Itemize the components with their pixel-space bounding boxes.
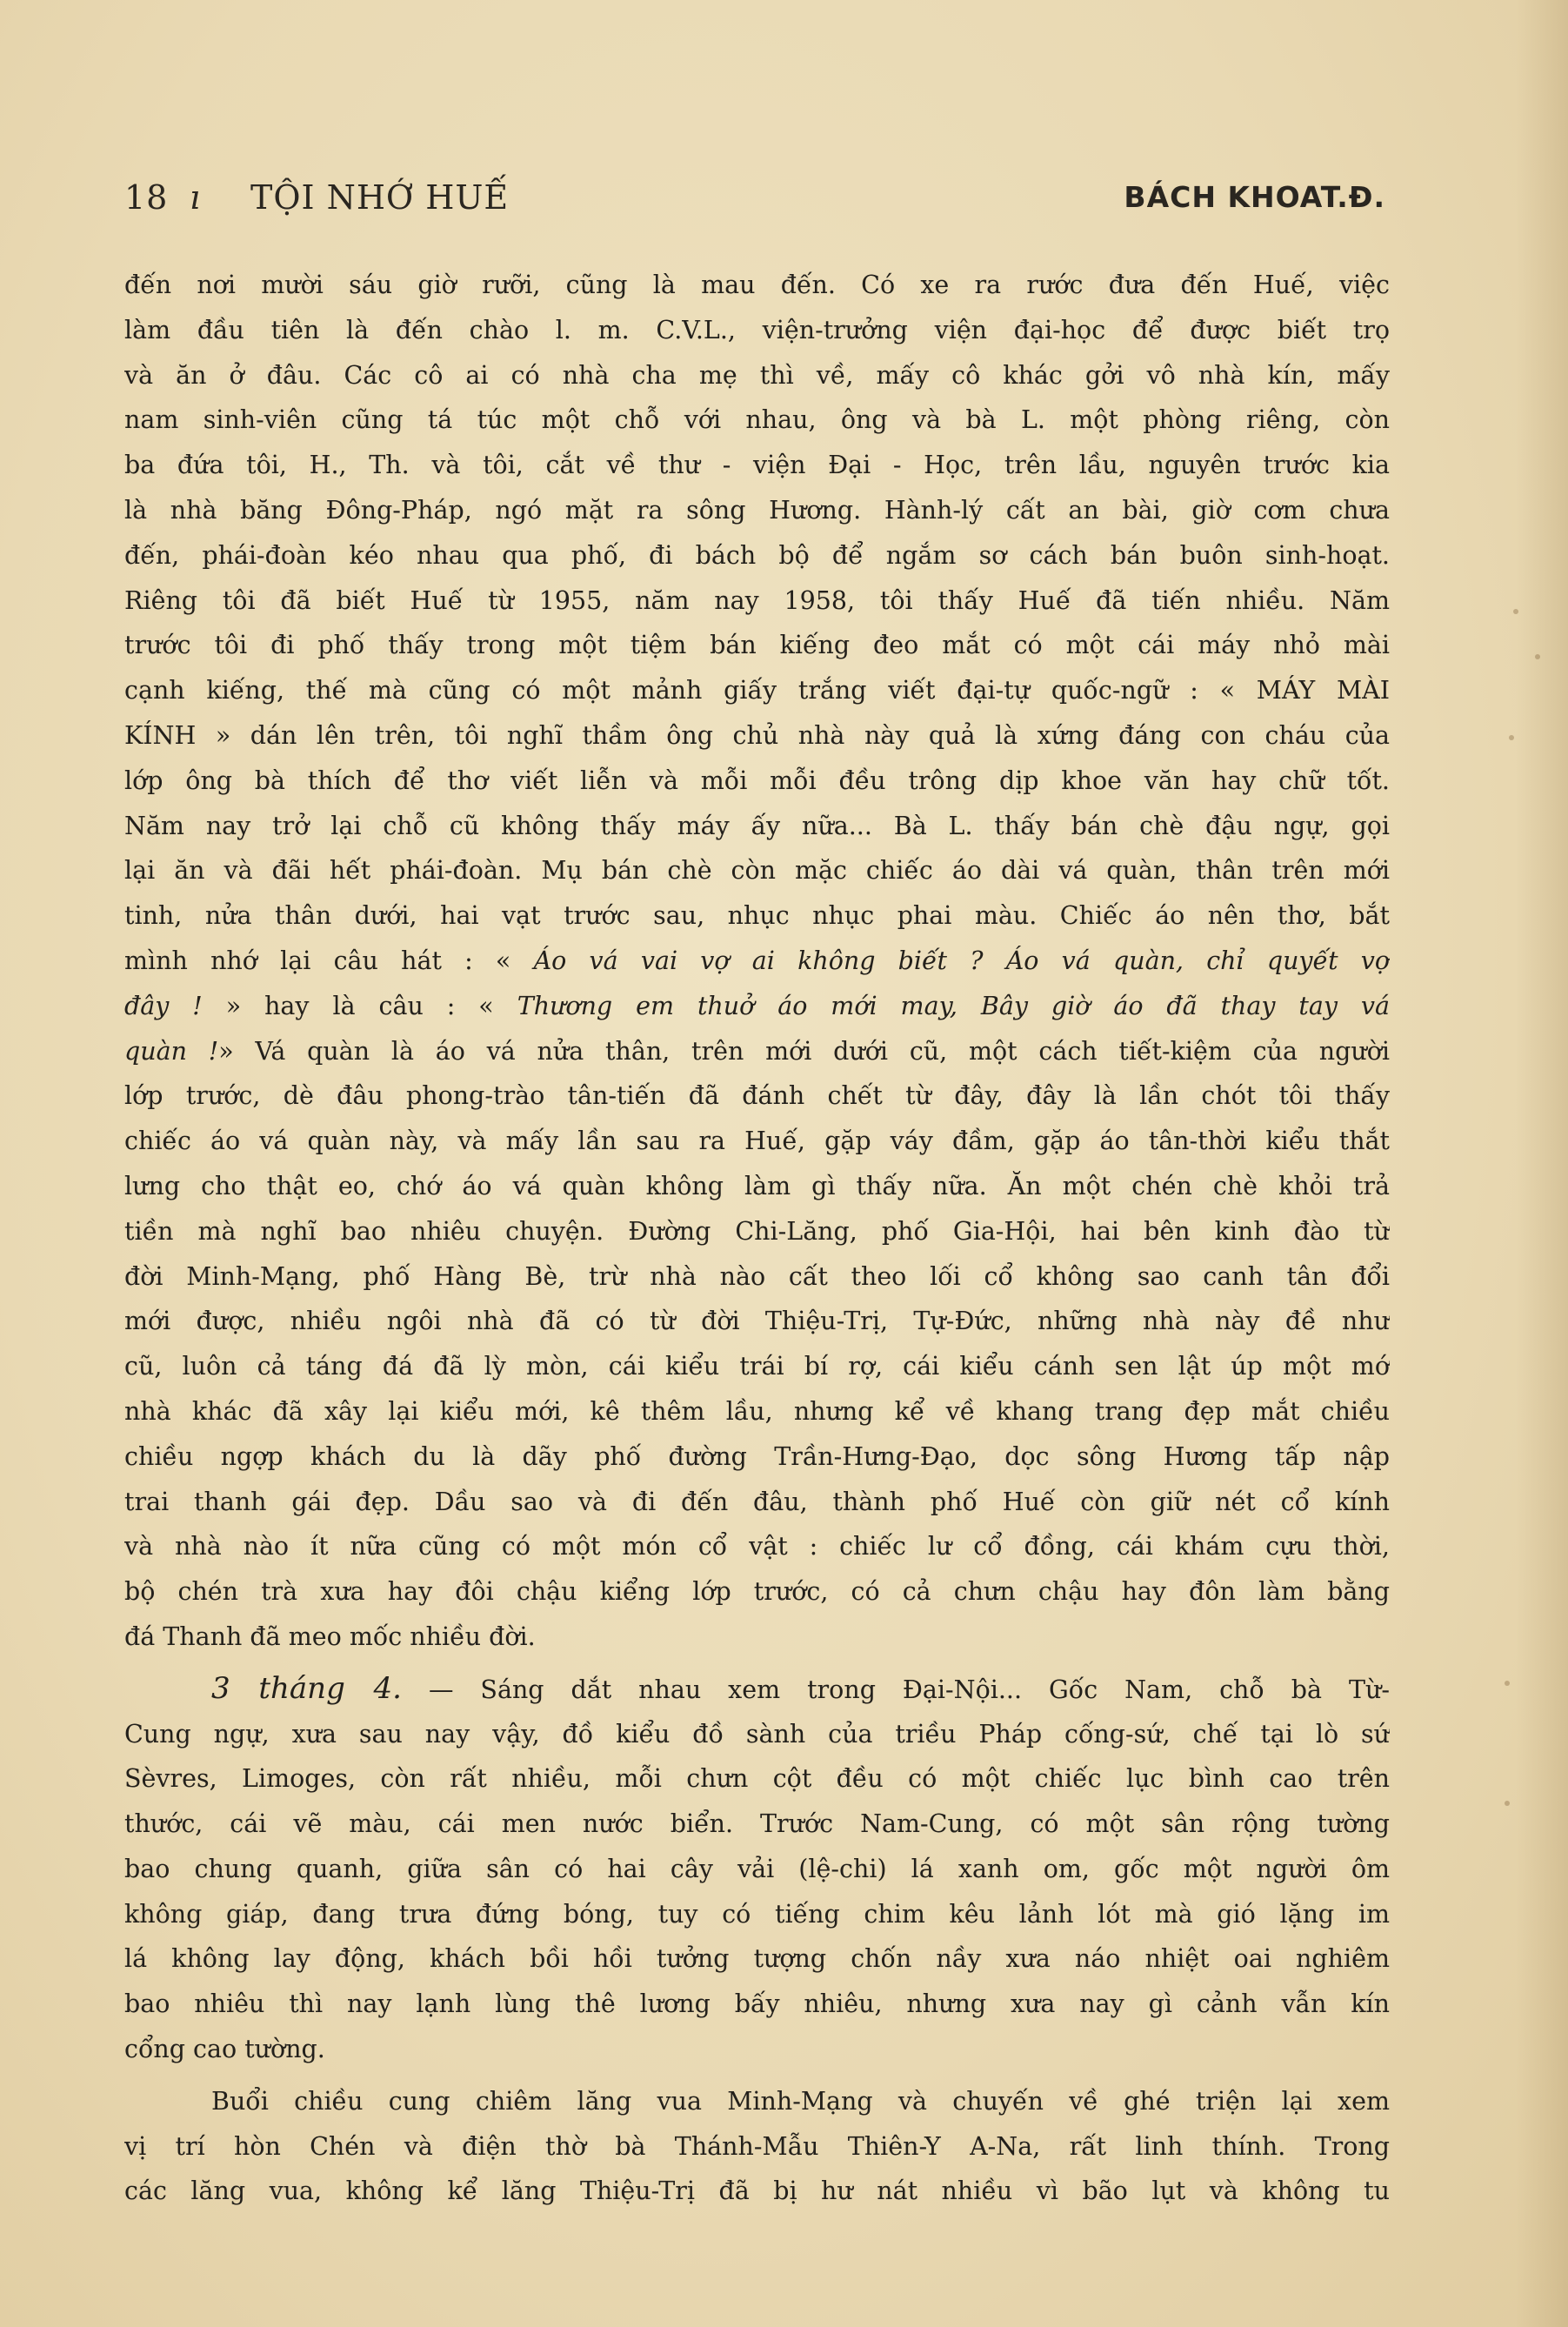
- journal-name: BÁCH KHOAT.Đ.: [1124, 180, 1385, 214]
- text-line: là nhà băng Đông-Pháp, ngó mặt ra sông Hương. Hành-lý cất an bài, giờ cơm chưa: [124, 495, 1390, 525]
- verse-quote: Áo vá vai vợ ai không biết ? Áo vá quàn, chỉ quyết vợ: [533, 946, 1390, 975]
- text-line: đến nơi mười sáu giờ rưỡi, cũng là mau đến. Có xe ra rước đưa đến Huế, việc: [124, 271, 1390, 299]
- text-line: cũ, luôn cả táng đá đã lỳ mòn, cái kiểu trái bí rợ, cái kiểu cánh sen lật úp một mớ: [124, 1352, 1390, 1381]
- text-line: KÍNH » dán lên trên, tôi nghĩ thầm ông chủ nhà này quả là xứng đáng con cháu của: [124, 720, 1390, 750]
- text-line: cạnh kiếng, thế mà cũng có một mảnh giấy trắng viết đại-tự quốc-ngữ : « MÁY MÀI: [124, 676, 1390, 705]
- text-line: vị trí hòn Chén và điện thờ bà Thánh-Mẫu Thiên-Y A-Na, rất linh thính. Trong: [124, 2131, 1390, 2161]
- text-line: tinh, nửa thân dưới, hai vạt trước sau, nhục nhục phai màu. Chiếc áo nên thơ, bắt: [124, 901, 1390, 931]
- verse-continuation: » Vá quàn là áo vá nửa thân, trên mới dưới cũ, một cách tiết-kiệm của người: [218, 1036, 1390, 1066]
- text-line: nam sinh-viên cũng tá túc một chỗ với nhau, ông và bà L. một phòng riêng, còn: [124, 405, 1390, 435]
- text-line: chiếc áo vá quàn này, và mấy lần sau ra Huế, gặp váy đầm, gặp áo tân-thời kiểu thắt: [124, 1127, 1390, 1156]
- text-line: mới được, nhiều ngôi nhà đã có từ đời Thiệu-Trị, Tự-Đức, những nhà này đề như: [124, 1307, 1390, 1336]
- text-line: bộ chén trà xưa hay đôi chậu kiểng lớp trước, có cả chưn chậu hay đôn làm bằng: [124, 1577, 1390, 1607]
- text-line: ba đứa tôi, H., Th. và tôi, cắt về thư - viện Đại - Học, trên lầu, nguyên trước kia: [124, 451, 1390, 480]
- text-line: cổng cao tường.: [124, 2035, 325, 2064]
- date-label: 3 tháng 4.: [211, 1670, 402, 1706]
- paper-speck: [1505, 1801, 1510, 1806]
- dated-line: [124, 1667, 1390, 1712]
- text-line: lưng cho thật eo, chớ áo vá quàn không làm gì thấy nữa. Ăn một chén chè khỏi trả: [124, 1171, 1390, 1200]
- verse-line: [124, 939, 1390, 984]
- paper-speck: [1513, 609, 1518, 614]
- text-line: lớp ông bà thích để thơ viết liễn và mỗi mỗi đều trông dịp khoe văn hay chữ tốt.: [124, 766, 1390, 795]
- text-line: chiều ngợp khách du là dãy phố đường Trần-Hưng-Đạo, dọc sông Hương tấp nập: [124, 1441, 1390, 1471]
- text-line: Cung ngự, xưa sau nay vậy, đồ kiểu đồ sành của triều Pháp cống-sứ, chế tại lò sứ: [124, 1719, 1390, 1749]
- text-line: Riêng tôi đã biết Huế từ 1955, năm nay 1958, tôi thấy Huế đã tiến nhiều. Năm: [124, 585, 1390, 615]
- text-line: đá Thanh đã meo mốc nhiều đời.: [124, 1622, 536, 1651]
- verse-intro: mình nhớ lại câu hát : «: [124, 946, 511, 975]
- paragraph-3: [124, 2079, 1390, 2214]
- verse-quote: Thương em thuở áo mới may, Bây giờ áo đã thay tay vá: [517, 991, 1390, 1020]
- verse-line: [124, 984, 1390, 1029]
- running-title: TỘI NHỚ HUẾ: [250, 178, 510, 217]
- text-line: Sèvres, Limoges, còn rất nhiều, mỗi chưn cột đều có một chiếc lục bình cao trên: [124, 1764, 1390, 1794]
- text-line: và nhà nào ít nữa cũng có một món cổ vật : chiếc lư cổ đồng, cái khám cựu thời,: [124, 1532, 1390, 1561]
- text-line: đời Minh-Mạng, phố Hàng Bè, trừ nhà nào cất theo lối cổ không sao canh tân đổi: [124, 1261, 1390, 1291]
- paper-speck: [1505, 1681, 1510, 1686]
- verse-quote: đây !: [124, 991, 203, 1020]
- text-line: trước tôi đi phố thấy trong một tiệm bán kiếng đeo mắt có một cái máy nhỏ mài: [124, 631, 1390, 660]
- article-body: [124, 263, 1390, 2214]
- paper-speck: [1535, 654, 1540, 659]
- running-header: [124, 178, 1385, 231]
- verse-quote: quàn !: [124, 1036, 219, 1066]
- text-line: tiền mà nghĩ bao nhiêu chuyện. Đường Chi-Lăng, phố Gia-Hội, hai bên kinh đào từ: [124, 1216, 1390, 1246]
- paper-speck: [1509, 735, 1514, 740]
- paragraph-2: [124, 1667, 1390, 2072]
- text-line: nhà khác đã xây lại kiểu mới, kê thêm lầu, nhưng kể về khang trang đẹp mắt chiều: [124, 1396, 1390, 1426]
- text-line: Năm nay trở lại chỗ cũ không thấy máy ấy nữa... Bà L. thấy bán chè đậu ngự, gọi: [124, 811, 1390, 840]
- paragraph-1: [124, 263, 1390, 1660]
- text-line: làm đầu tiên là đến chào l. m. C.V.L., viện-trưởng viện đại-học để được biết trọ: [124, 315, 1390, 344]
- text-line: lá không lay động, khách bồi hồi tưởng tượng chốn nầy xưa náo nhiệt oai nghiêm: [124, 1944, 1390, 1974]
- text-line: và ăn ở đâu. Các cô ai có nhà cha mẹ thì về, mấy cô khác gởi vô nhà kín, mấy: [124, 360, 1390, 390]
- text-line: không giáp, đang trưa đứng bóng, tuy có tiếng chim kêu lảnh lót mà gió lặng im: [124, 1899, 1390, 1929]
- text-line: đến, phái-đoàn kéo nhau qua phố, đi bách bộ để ngắm sơ cách bán buôn sinh-hoạt.: [124, 540, 1390, 570]
- page-edge-shadow: [1516, 0, 1568, 2327]
- text-line: bao chung quanh, giữa sân có hai cây vải (lệ-chi) lá xanh om, gốc một người ôm: [124, 1854, 1390, 1883]
- text-line: các lăng vua, không kể lăng Thiệu-Trị đã bị hư nát nhiều vì bão lụt và không tu: [124, 2177, 1390, 2206]
- text-line: bao nhiêu thì nay lạnh lùng thê lương bấy nhiêu, nhưng xưa nay gì cảnh vẫn kín: [124, 1989, 1390, 2019]
- page-number: 18: [124, 178, 169, 217]
- verse-connector: » hay là câu : «: [225, 991, 494, 1020]
- header-separator: ı: [190, 178, 201, 217]
- date-line-text: — Sáng dắt nhau xem trong Đại-Nội... Gốc Nam, chỗ bà Từ-: [428, 1675, 1390, 1704]
- text-line: trai thanh gái đẹp. Dầu sao và đi đến đâu, thành phố Huế còn giữ nét cổ kính: [124, 1487, 1390, 1516]
- text-line: Buổi chiều cung chiêm lăng vua Minh-Mạng và chuyến về ghé triện lại xem: [211, 2086, 1390, 2116]
- text-line: lớp trước, dè đâu phong-trào tân-tiến đã đánh chết từ đây, đây là lần chót tôi thấy: [124, 1081, 1390, 1111]
- text-line: lại ăn và đãi hết phái-đoàn. Mụ bán chè còn mặc chiếc áo dài vá quàn, thân trên mới: [124, 856, 1390, 886]
- text-line: thước, cái vẽ màu, cái men nước biển. Trước Nam-Cung, có một sân rộng tường: [124, 1809, 1390, 1839]
- verse-line: [124, 1029, 1390, 1074]
